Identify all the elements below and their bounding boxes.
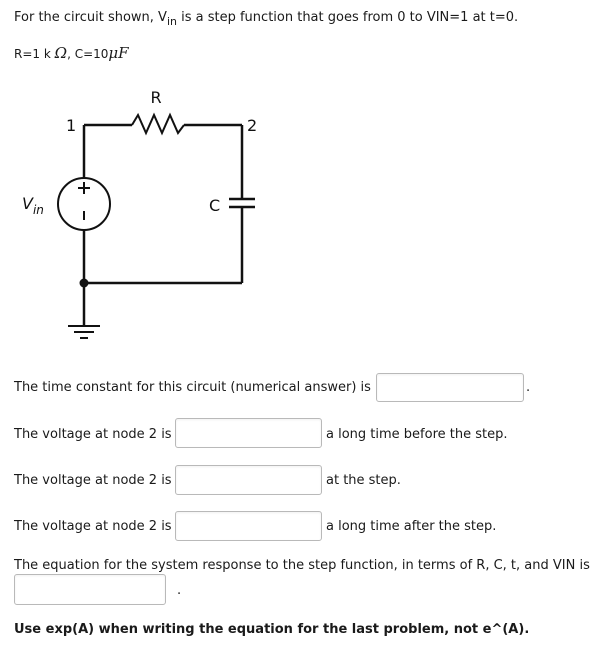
intro-subscript: in xyxy=(166,15,177,28)
equation-input[interactable] xyxy=(14,574,166,605)
node-2-label: 2 xyxy=(247,116,258,135)
q1-period: . xyxy=(526,380,531,395)
q5-text: The equation for the system response to the step function, in terms of R, C, t, and VIN is xyxy=(14,558,590,573)
q1-text: The time constant for this circuit (numerical answer) is xyxy=(14,380,371,395)
ohm-symbol: Ω xyxy=(54,44,68,62)
q5-period: . xyxy=(177,583,182,598)
question-time-constant xyxy=(14,380,371,395)
resistor-symbol xyxy=(132,115,184,133)
farad-symbol: F xyxy=(118,44,129,62)
q3-text: The voltage at node 2 is xyxy=(14,473,172,488)
time-constant-input[interactable] xyxy=(376,373,524,402)
q4-suffix: a long time after the step. xyxy=(326,519,497,534)
capacitor-label: C xyxy=(209,196,221,215)
micro-symbol: μ xyxy=(108,44,119,62)
q2-text: The voltage at node 2 is xyxy=(14,427,172,442)
voltage-before-input[interactable] xyxy=(175,418,322,448)
resistance-value: R=1 k xyxy=(14,47,51,61)
intro-text-pre: For the circuit shown, V xyxy=(14,10,167,25)
node-1-label: 1 xyxy=(66,116,77,135)
instruction-note: Use exp(A) when writing the equation for the last problem, not e^(A). xyxy=(14,622,530,637)
q2-suffix: a long time before the step. xyxy=(326,427,508,442)
intro-text-post: is a step function that goes from 0 to VIN=1 at t=0. xyxy=(176,10,519,25)
capacitance-value: C=10 xyxy=(74,47,109,61)
source-label: $V_{in}$ xyxy=(22,194,44,217)
junction-dot xyxy=(80,279,89,288)
q4-text: The voltage at node 2 is xyxy=(14,519,172,534)
voltage-after-input[interactable] xyxy=(175,511,322,541)
q3-suffix: at the step. xyxy=(326,473,401,488)
voltage-at-step-input[interactable] xyxy=(175,465,322,495)
param-separator: , xyxy=(67,47,71,61)
resistor-label: R xyxy=(150,88,162,107)
